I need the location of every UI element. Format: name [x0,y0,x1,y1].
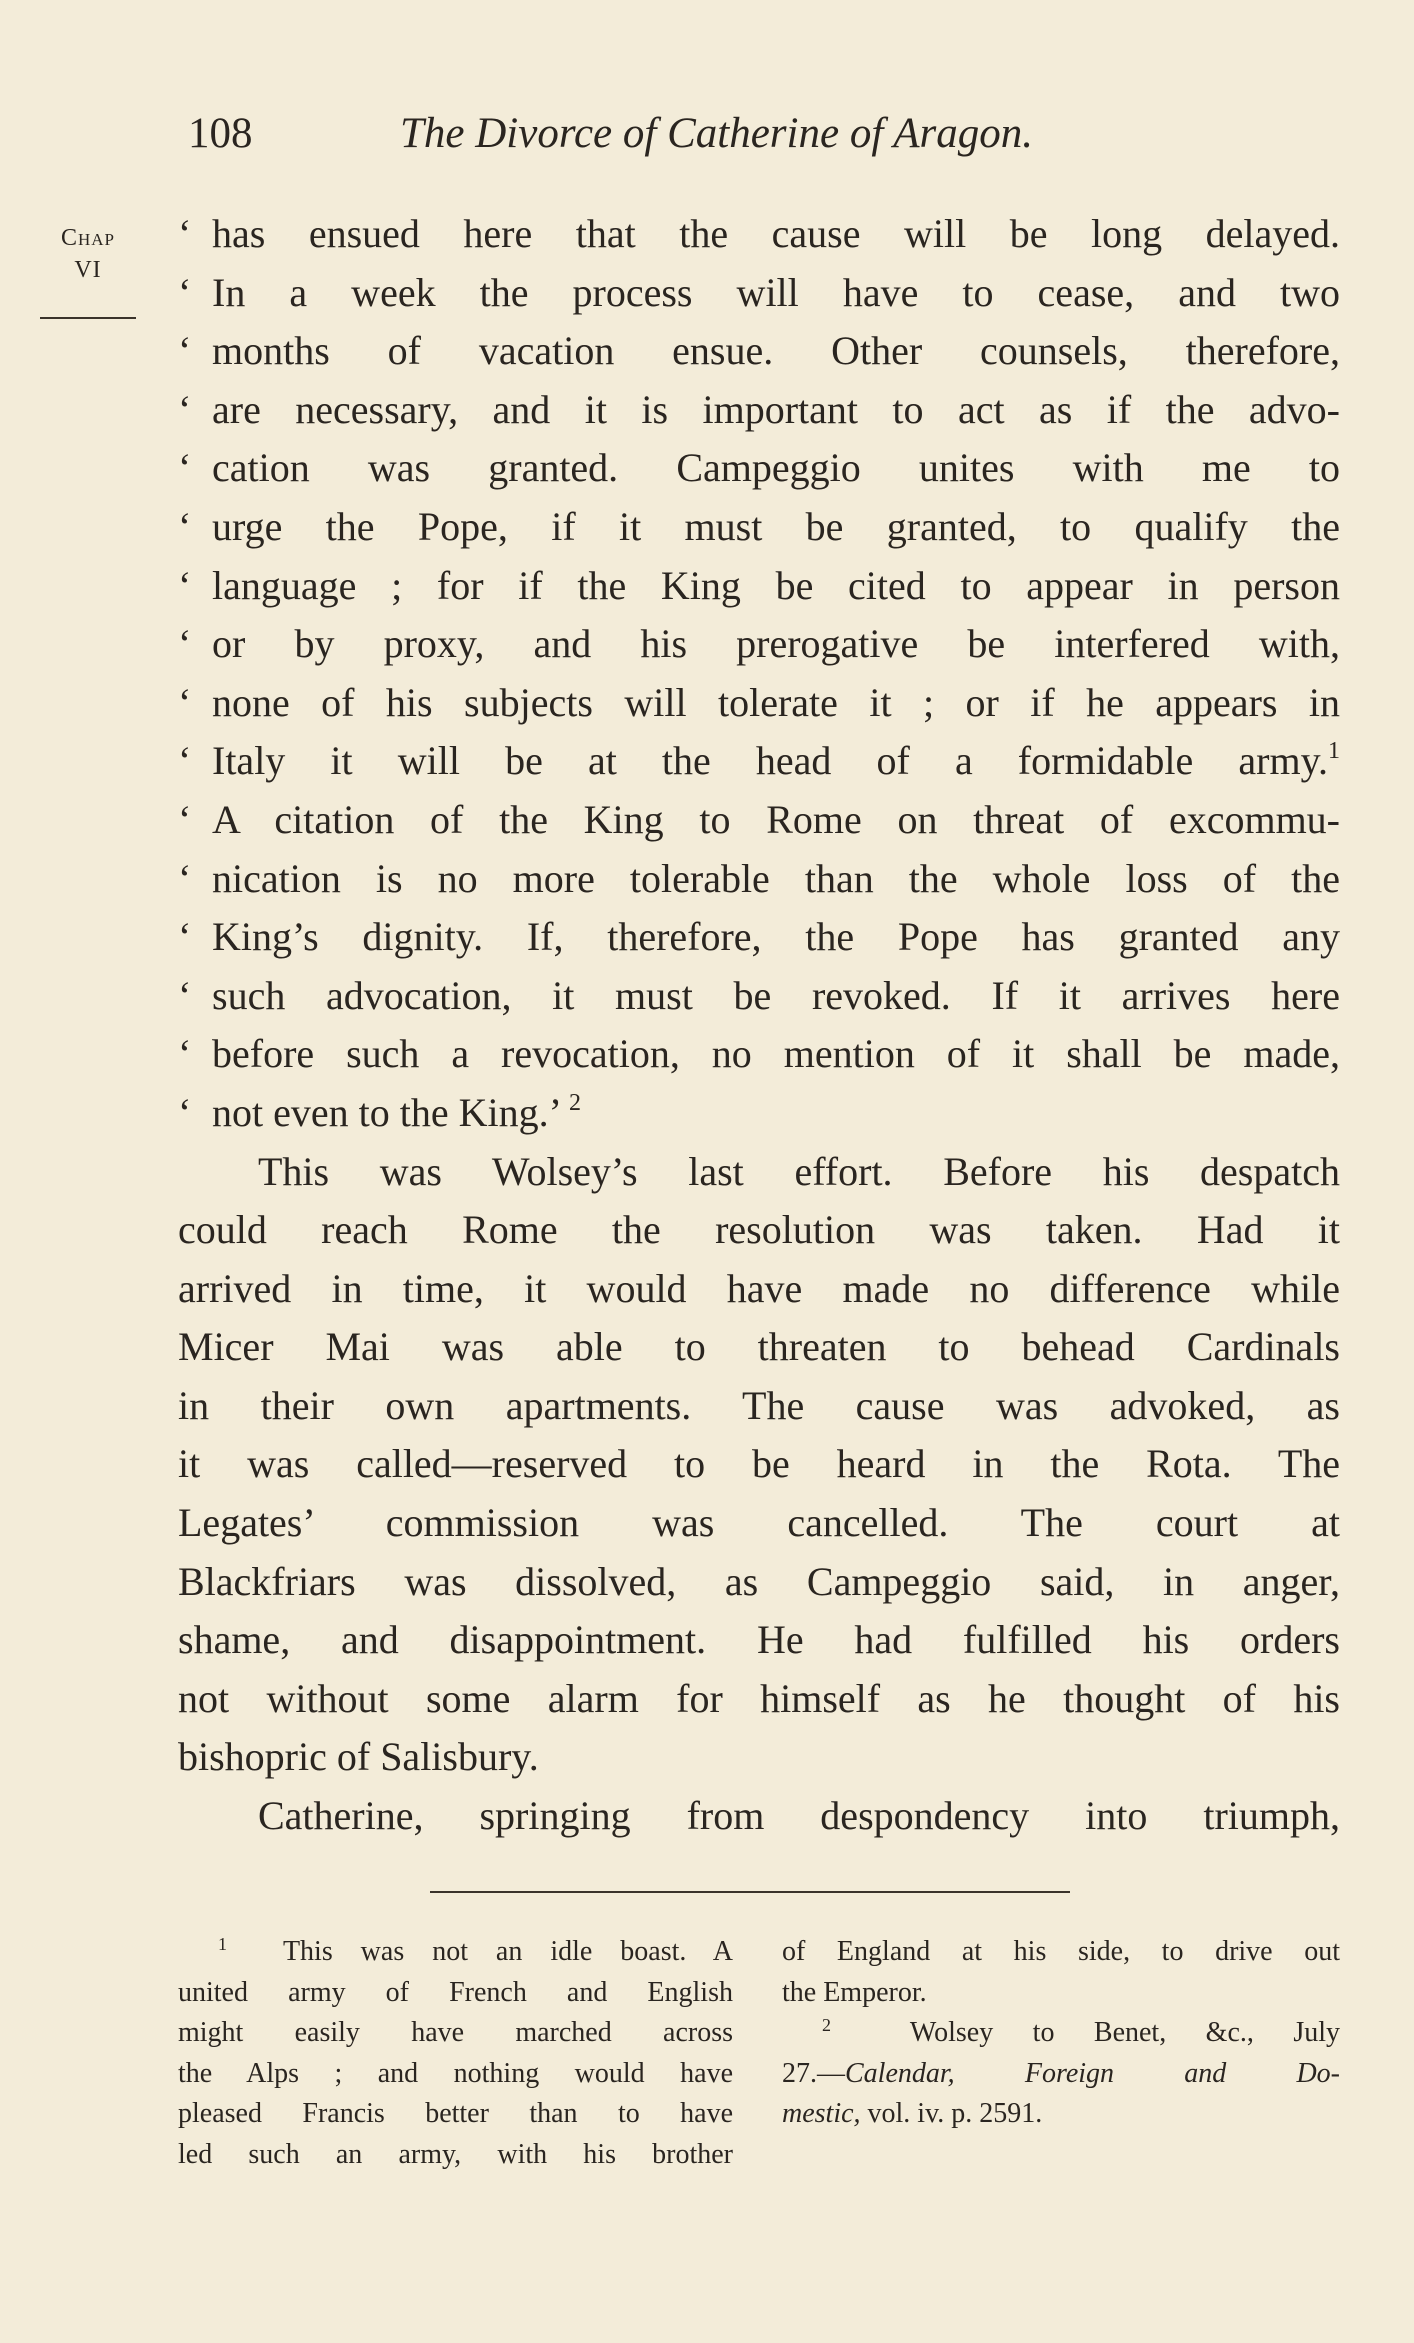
footnote-1-line: pleased Francis better than to have [178,2098,733,2129]
chapter-margin-note [40,222,136,286]
footnote-1-line: the Emperor. [782,1976,927,2008]
footnote-ref-1: 1 [1328,738,1340,765]
text-line: ‘ has ensued here that the cause will be long delayed. [178,211,1340,256]
text-line: bishopric of Salisbury. [178,1734,539,1780]
footnote-1-line: united army of French and English [178,1976,733,2008]
footnote-1-line: led such an army, with his brother [178,2138,733,2170]
text-line: it was called—reserved to be heard in the Rota. The [178,1441,1340,1487]
page-number: 108 [188,110,253,157]
footnote-2-line: 27.—Calendar, Foreign and Do- [782,2057,1340,2089]
text-line: not without some alarm for himself as he thought of his [178,1675,1340,1721]
margin-note-rule [40,317,136,319]
text-line: ‘ King’s dignity. If, therefore, the Pope has granted any [178,914,1340,960]
text-line: Micer Mai was able to threaten to behead Cardinals [178,1324,1340,1370]
footnote-rule [430,1891,1070,1893]
text-line: ‘ none of his subjects will tolerate it ; or if he appears in [178,679,1340,725]
text-line: arrived in time, it would have made no difference while [178,1265,1340,1311]
text-line: This was Wolsey’s last effort. Before his despatch [258,1148,1340,1194]
text-line: ‘ language ; for if the King be cited to appear in person [178,562,1340,608]
footnote-2-line: mestic, vol. iv. p. 2591. [782,2098,1043,2129]
footnote-ref-2: 2 [568,1089,581,1116]
text-line: in their own apartments. The cause was advoked, as [178,1382,1340,1428]
text-line: Catherine, springing from despondency into triumph, [258,1793,1340,1839]
chapter-label: Chap [60,225,116,251]
text-line: ‘ such advocation, it must be revoked. If it arrives here [178,972,1340,1018]
text-line: ‘ nication is no more tolerable than the whole loss of the [178,855,1340,901]
text-line: ‘ A citation of the King to Rome on threat of excommu- [178,796,1340,842]
footnote-2-marker: 2 [822,2015,831,2035]
text-line: ‘ cation was granted. Campeggio unites with me to [178,445,1340,491]
footnote-1-marker: 1 [218,1934,227,1954]
text-line: ‘ urge the Pope, if it must be granted, to qualify the [178,503,1340,549]
text-line: ‘ In a week the process will have to cease, and two [178,269,1340,315]
text-line: ‘ months of vacation ensue. Other counsels, therefore, [178,328,1340,374]
text-line: ‘ or by proxy, and his prerogative be interfered with, [178,621,1340,667]
text-line: Legates’ commission was cancelled. The court at [178,1500,1340,1546]
body-text [178,205,1340,1846]
footnote-1-line: the Alps ; and nothing would have [178,2057,733,2089]
footnote-column-left [178,1932,733,2175]
running-title: The Divorce of Catherine of Aragon. [400,110,1033,157]
footnote-1-line: $^1$ This was not an idle boast. A [218,1934,734,1967]
footnote-column-right [782,1932,1340,2135]
footnote-1-line: might easily have marched across [178,2017,733,2048]
footnote-2-line: $^2$ Wolsey to Benet, &c., July [822,2015,1341,2048]
text-line: ‘ are necessary, and it is important to act as if the advo- [178,386,1340,432]
chapter-number: VI [74,257,102,283]
text-line: ‘ Italy it will be at the head of a formidable army.$^1$ [178,738,1340,784]
text-line: shame, and disappointment. He had fulfilled his orders [178,1617,1340,1663]
text-line: could reach Rome the resolution was taken. Had it [178,1207,1340,1253]
text-line: Blackfriars was dissolved, as Campeggio said, in anger, [178,1558,1340,1604]
footnote-1-line: of England at his side, to drive out [782,1936,1340,1967]
text-line: ‘ before such a revocation, no mention of it shall be made, [178,1031,1340,1077]
text-line: ‘ not even to the King.’ $^2$ [178,1089,581,1135]
